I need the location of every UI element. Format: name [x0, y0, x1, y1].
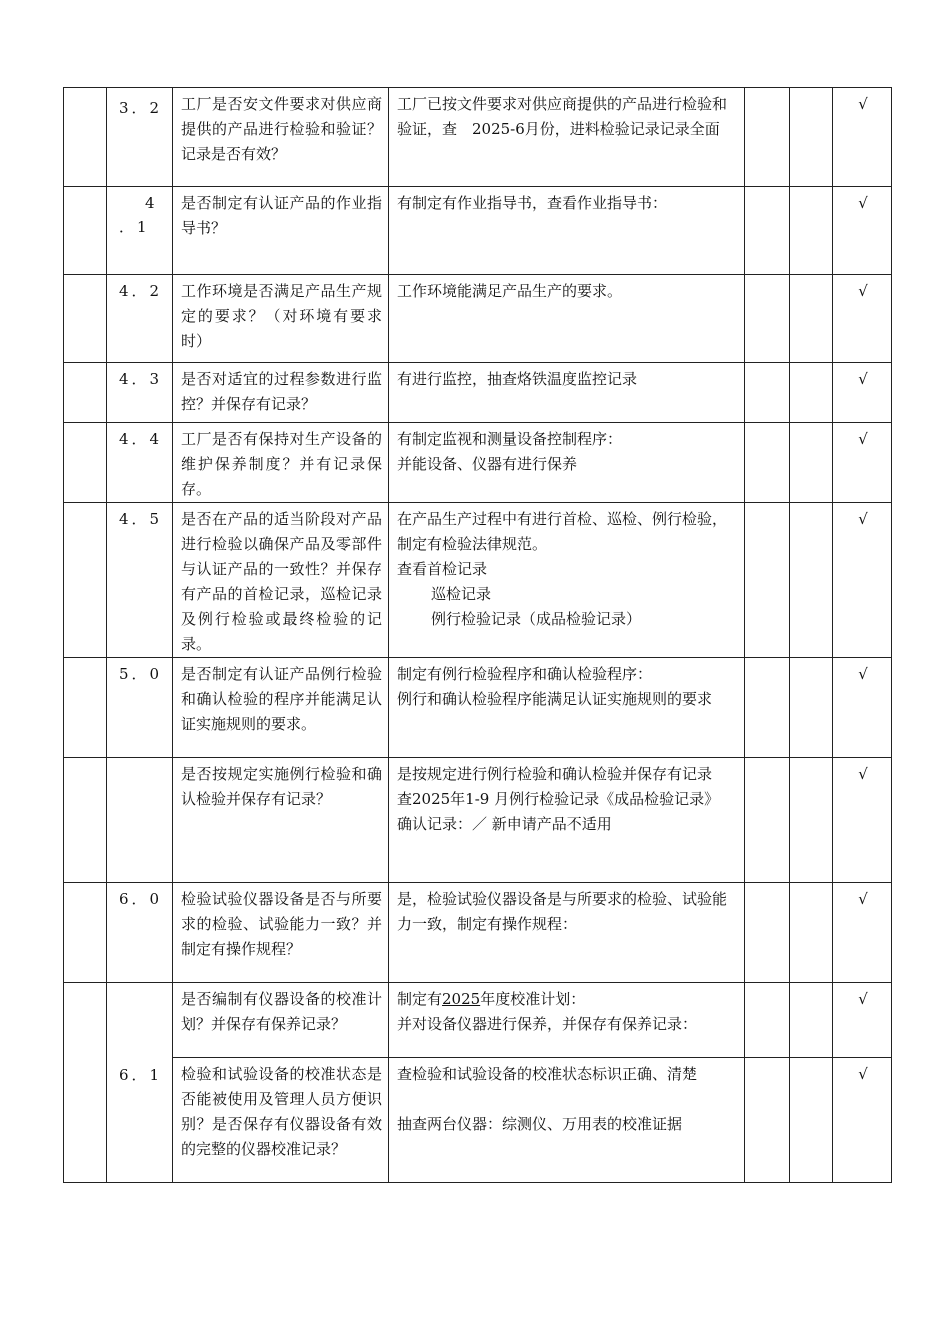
clause-number	[107, 758, 173, 883]
blank-cell	[790, 883, 833, 983]
result-line: 确认记录：／ 新申请产品不适用	[397, 815, 612, 833]
blank-cell	[790, 758, 833, 883]
blank-cell	[745, 503, 790, 658]
result-line: 在产品生产过程中有进行首检、巡检、例行检验，制定有检验法律规范。	[397, 510, 728, 553]
clause-number: 6．1	[107, 983, 173, 1183]
check-mark: √	[833, 658, 892, 758]
blank-cell	[790, 983, 833, 1058]
audit-question: 是否制定有认证产品例行检验和确认检验的程序并能满足认证实施规则的要求。	[173, 658, 389, 758]
audit-question: 是否对适宜的过程参数进行监控？并保存有记录？	[173, 363, 389, 423]
blank-cell	[64, 423, 107, 503]
blank-cell	[790, 503, 833, 658]
audit-result	[389, 1058, 745, 1183]
audit-result: 有进行监控，抽查烙铁温度监控记录	[389, 363, 745, 423]
check-mark: √	[833, 423, 892, 503]
clause-number: 4．3	[107, 363, 173, 423]
blank-cell	[745, 88, 790, 187]
blank-cell	[745, 883, 790, 983]
result-line: 查看首检记录	[397, 560, 488, 578]
result-line: 抽查两台仪器：综测仪、万用表的校准证据	[397, 1115, 683, 1133]
audit-result	[389, 658, 745, 758]
result-line	[397, 987, 738, 1012]
table-row	[64, 187, 892, 275]
blank-cell	[790, 423, 833, 503]
plan-year: 2025	[442, 990, 481, 1008]
audit-result: 有制定有作业指导书，查看作业指导书：	[389, 187, 745, 275]
audit-question: 工作环境是否满足产品生产规定的要求？（对环境有要求时）	[173, 275, 389, 363]
check-mark: √	[833, 983, 892, 1058]
blank-cell	[745, 658, 790, 758]
clause-number-part: 4 ．1	[119, 194, 158, 236]
audit-question: 是否编制有仪器设备的校准计划？并保存有保养记录？	[173, 983, 389, 1058]
check-mark: √	[833, 275, 892, 363]
result-line: 并能设备、仪器有进行保养	[397, 455, 578, 473]
blank-cell	[64, 187, 107, 275]
blank-cell	[790, 363, 833, 423]
table-row	[64, 88, 892, 187]
result-line: 制定有例行检验程序和确认检验程序：	[397, 665, 653, 683]
blank-cell	[745, 983, 790, 1058]
audit-result	[389, 503, 745, 658]
clause-number: 4．4	[107, 423, 173, 503]
table-row	[64, 1058, 892, 1183]
blank-cell	[745, 423, 790, 503]
audit-result: 工厂已按文件要求对供应商提供的产品进行检验和验证，查 2025-6月份，进料检验记录记录全面	[389, 88, 745, 187]
table-row	[64, 503, 892, 658]
blank-cell	[64, 983, 107, 1183]
result-line: 并对设备仪器进行保养，并保存有保养记录：	[397, 1015, 698, 1033]
result-line: 是按规定进行例行检验和确认检验并保存有记录	[397, 765, 713, 783]
audit-question: 检验和试验设备的校准状态是否能被使用及管理人员方便识别？是否保存有仪器设备有效的完整的仪器校准记录？	[173, 1058, 389, 1183]
result-line	[397, 1087, 738, 1112]
audit-question: 检验试验仪器设备是否与所要求的检验、试验能力一致？并制定有操作规程？	[173, 883, 389, 983]
table-row	[64, 983, 892, 1058]
check-mark: √	[833, 1058, 892, 1183]
audit-checklist-table	[63, 87, 892, 1183]
blank-cell	[745, 1058, 790, 1183]
blank-cell	[64, 658, 107, 758]
clause-number	[107, 187, 173, 275]
check-mark: √	[833, 758, 892, 883]
check-mark: √	[833, 363, 892, 423]
clause-number: 3．2	[107, 88, 173, 187]
audit-result	[389, 423, 745, 503]
table-row	[64, 363, 892, 423]
blank-cell	[64, 363, 107, 423]
result-line: 有制定监视和测量设备控制程序：	[397, 430, 623, 448]
check-mark: √	[833, 187, 892, 275]
table-row	[64, 883, 892, 983]
audit-result	[389, 758, 745, 883]
check-mark: √	[833, 503, 892, 658]
blank-cell	[64, 88, 107, 187]
result-line: 例行和确认检验程序能满足认证实施规则的要求	[397, 690, 713, 708]
audit-question: 工厂是否安文件要求对供应商提供的产品进行检验和验证？记录是否有效？	[173, 88, 389, 187]
table-row	[64, 758, 892, 883]
blank-cell	[790, 658, 833, 758]
clause-number: 4．5	[107, 503, 173, 658]
blank-cell	[790, 275, 833, 363]
result-text: 年度校准计划：	[480, 990, 586, 1008]
blank-cell	[64, 758, 107, 883]
result-line: 查2025年1-9 月例行检验记录《成品检验记录》	[397, 790, 720, 808]
table-row	[64, 423, 892, 503]
blank-cell	[790, 1058, 833, 1183]
audit-question: 是否在产品的适当阶段对产品进行检验以确保产品及零部件与认证产品的一致性？并保存有产品的首检记录，巡检记录及例行检验或最终检验的记录。	[173, 503, 389, 658]
clause-number: 5．0	[107, 658, 173, 758]
result-text: 制定有	[397, 990, 443, 1008]
clause-number: 6．0	[107, 883, 173, 983]
check-mark: √	[833, 883, 892, 983]
blank-cell	[790, 88, 833, 187]
blank-cell	[745, 275, 790, 363]
audit-result	[389, 983, 745, 1058]
table-row	[64, 275, 892, 363]
blank-cell	[790, 187, 833, 275]
blank-cell	[745, 363, 790, 423]
audit-question: 是否制定有认证产品的作业指导书？	[173, 187, 389, 275]
blank-cell	[64, 503, 107, 658]
blank-cell	[745, 187, 790, 275]
blank-cell	[745, 758, 790, 883]
audit-result: 工作环境能满足产品生产的要求。	[389, 275, 745, 363]
audit-result: 是，检验试验仪器设备是与所要求的检验、试验能力一致，制定有操作规程：	[389, 883, 745, 983]
result-line: 巡检记录	[431, 585, 492, 603]
check-mark: √	[833, 88, 892, 187]
blank-cell	[64, 883, 107, 983]
clause-number: 4．2	[107, 275, 173, 363]
audit-question: 工厂是否有保持对生产设备的维护保养制度？并有记录保存。	[173, 423, 389, 503]
result-line: 例行检验记录（成品检验记录）	[431, 610, 642, 628]
blank-cell	[64, 275, 107, 363]
audit-question: 是否按规定实施例行检验和确认检验并保存有记录？	[173, 758, 389, 883]
result-line: 查检验和试验设备的校准状态标识正确、清楚	[397, 1065, 698, 1083]
table-row	[64, 658, 892, 758]
